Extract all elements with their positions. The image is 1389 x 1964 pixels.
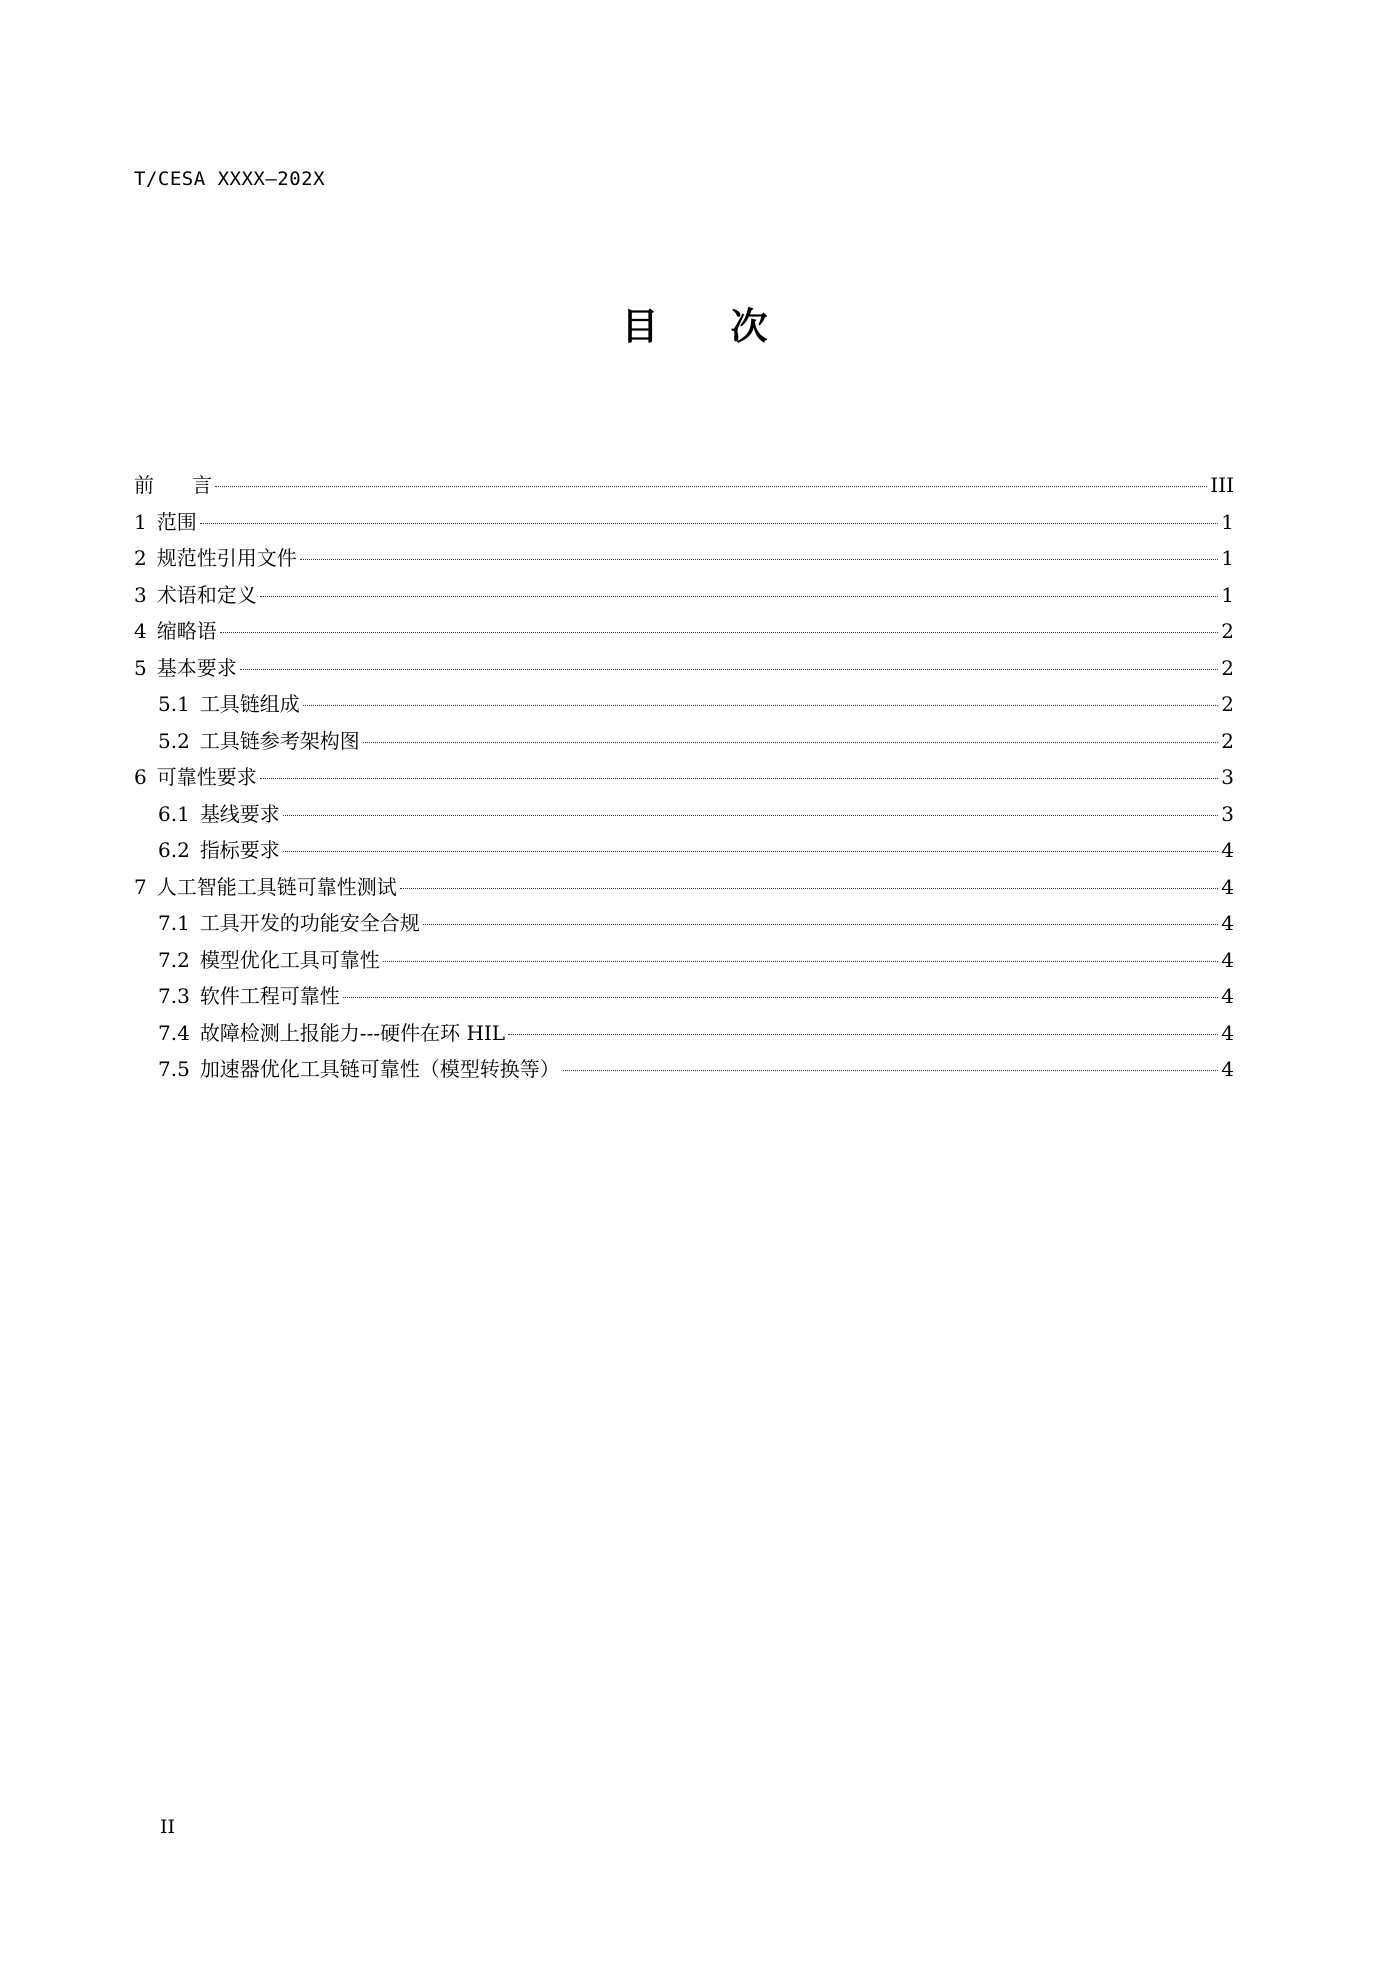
toc-entry-page: 2 bbox=[1221, 728, 1234, 753]
dot-leader bbox=[400, 888, 1219, 889]
toc-entry-number: 7.2 bbox=[158, 947, 190, 972]
toc-entry-page: 3 bbox=[1221, 801, 1234, 826]
toc-entry-4[interactable] bbox=[134, 613, 1234, 650]
toc-entry-label bbox=[134, 650, 237, 687]
toc-entry-page: 4 bbox=[1221, 874, 1234, 899]
dot-leader bbox=[200, 523, 1219, 524]
toc-title-char-1: 目 bbox=[621, 305, 659, 348]
toc-entry-7-1[interactable] bbox=[134, 905, 1234, 942]
toc-entry-page: 1 bbox=[1221, 509, 1234, 534]
toc-entry-page: 3 bbox=[1221, 765, 1234, 789]
toc-entry-title: 基本要求 bbox=[156, 655, 237, 680]
toc-entry-title: 缩略语 bbox=[156, 619, 217, 643]
toc-entry-6[interactable] bbox=[134, 759, 1234, 796]
toc-entry-title: 人工智能工具链可靠性测试 bbox=[156, 874, 397, 899]
toc-entry-page: 4 bbox=[1221, 947, 1234, 972]
toc-entry-number: 7.5 bbox=[158, 1057, 190, 1081]
dot-leader bbox=[215, 486, 1207, 487]
toc-entry-7-2[interactable] bbox=[134, 942, 1234, 979]
toc-entry-title: 加速器优化工具链可靠性（模型转换等） bbox=[199, 1057, 560, 1081]
toc-entry-label bbox=[158, 942, 380, 979]
toc-entry-number: 1 bbox=[134, 509, 147, 534]
toc-entry-title: 可靠性要求 bbox=[156, 765, 257, 789]
toc-entry-label bbox=[158, 905, 420, 942]
toc-entry-title: 指标要求 bbox=[199, 838, 280, 862]
dot-leader bbox=[260, 596, 1219, 597]
toc-entry-5[interactable] bbox=[134, 650, 1234, 687]
dot-leader bbox=[363, 742, 1218, 743]
table-of-contents bbox=[134, 467, 1234, 1088]
toc-entry-number: 7.1 bbox=[158, 911, 190, 935]
toc-entry-title: 范围 bbox=[156, 509, 197, 534]
toc-entry-label bbox=[134, 540, 297, 577]
toc-entry-number: 2 bbox=[134, 546, 147, 570]
toc-entry-7-4[interactable] bbox=[134, 1015, 1234, 1052]
toc-entry-title: 工具链组成 bbox=[199, 692, 300, 716]
toc-entry-number: 3 bbox=[134, 582, 147, 607]
toc-entry-number: 4 bbox=[134, 619, 147, 643]
dot-leader bbox=[508, 1034, 1218, 1035]
toc-entry-label bbox=[158, 796, 280, 833]
dot-leader bbox=[563, 1070, 1218, 1071]
toc-entry-label bbox=[134, 577, 257, 614]
dot-leader bbox=[260, 778, 1219, 779]
toc-entry-page: 2 bbox=[1221, 692, 1234, 716]
dot-leader bbox=[283, 815, 1218, 816]
toc-entry-page: 2 bbox=[1221, 655, 1234, 680]
toc-title-char-2: 次 bbox=[730, 305, 768, 348]
toc-entry-page: 1 bbox=[1221, 546, 1234, 570]
toc-entry-number: 6.2 bbox=[158, 838, 190, 862]
toc-entry-title: 术语和定义 bbox=[156, 582, 257, 607]
toc-entry-title: 基线要求 bbox=[199, 801, 280, 826]
toc-entry-2[interactable] bbox=[134, 540, 1234, 577]
toc-entry-6-2[interactable] bbox=[134, 832, 1234, 869]
toc-entry-label bbox=[158, 978, 340, 1015]
toc-entry-5-2[interactable] bbox=[134, 723, 1234, 760]
dot-leader bbox=[383, 961, 1218, 962]
toc-entry-number: 7.4 bbox=[158, 1020, 190, 1045]
toc-entry-label bbox=[134, 869, 397, 906]
toc-entry-label bbox=[158, 1015, 505, 1052]
toc-entry-label bbox=[134, 759, 257, 796]
dot-leader bbox=[423, 924, 1218, 925]
page-number: II bbox=[160, 1816, 176, 1838]
toc-entry-label bbox=[134, 467, 212, 504]
toc-entry-label bbox=[158, 723, 360, 760]
toc-title bbox=[0, 302, 1389, 352]
toc-entry-7-3[interactable] bbox=[134, 978, 1234, 1015]
toc-entry-5-1[interactable] bbox=[134, 686, 1234, 723]
dot-leader bbox=[300, 559, 1219, 560]
toc-entry-number: 6 bbox=[134, 765, 147, 789]
toc-entry-page: 4 bbox=[1221, 1057, 1234, 1081]
dot-leader bbox=[283, 851, 1218, 852]
toc-entry-number: 6.1 bbox=[158, 801, 190, 826]
toc-entry-label bbox=[158, 832, 280, 869]
toc-entry-number: 7 bbox=[134, 874, 147, 899]
toc-entry-title: 软件工程可靠性 bbox=[199, 984, 340, 1008]
toc-entry-page: 4 bbox=[1221, 838, 1234, 862]
toc-entry-page: 4 bbox=[1221, 911, 1234, 935]
toc-entry-number: 5.1 bbox=[158, 692, 190, 716]
toc-entry-3[interactable] bbox=[134, 577, 1234, 614]
foreword-char-2: 言 bbox=[192, 473, 212, 497]
toc-entry-title: 规范性引用文件 bbox=[156, 546, 297, 570]
toc-entry-page: 4 bbox=[1221, 984, 1234, 1008]
toc-entry-page: 4 bbox=[1221, 1020, 1234, 1045]
foreword-char-1: 前 bbox=[134, 473, 154, 497]
toc-entry-title: 故障检测上报能力---硬件在环 HIL bbox=[199, 1020, 506, 1045]
toc-entry-label bbox=[134, 504, 197, 541]
toc-entry-page: 1 bbox=[1221, 582, 1234, 607]
toc-entry-label bbox=[134, 613, 217, 650]
toc-entry-number: 5.2 bbox=[158, 728, 190, 753]
toc-entry-title: 工具链参考架构图 bbox=[199, 728, 360, 753]
toc-entry-title: 工具开发的功能安全合规 bbox=[199, 911, 420, 935]
toc-entry-7[interactable] bbox=[134, 869, 1234, 906]
toc-entry-title: 模型优化工具可靠性 bbox=[199, 947, 380, 972]
toc-entry-page: 2 bbox=[1221, 619, 1234, 643]
toc-entry-7-5[interactable] bbox=[134, 1051, 1234, 1088]
dot-leader bbox=[303, 705, 1218, 706]
dot-leader bbox=[240, 669, 1219, 670]
dot-leader bbox=[220, 632, 1219, 633]
toc-entry-page: III bbox=[1210, 473, 1234, 497]
dot-leader bbox=[343, 997, 1218, 998]
toc-entry-foreword[interactable] bbox=[134, 467, 1234, 504]
toc-entry-label bbox=[158, 1051, 560, 1088]
document-id-header: T/CESA XXXX—202X bbox=[134, 168, 326, 190]
toc-entry-number: 7.3 bbox=[158, 984, 190, 1008]
toc-entry-1[interactable] bbox=[134, 504, 1234, 541]
toc-entry-number: 5 bbox=[134, 655, 147, 680]
toc-entry-label bbox=[158, 686, 300, 723]
toc-entry-6-1[interactable] bbox=[134, 796, 1234, 833]
